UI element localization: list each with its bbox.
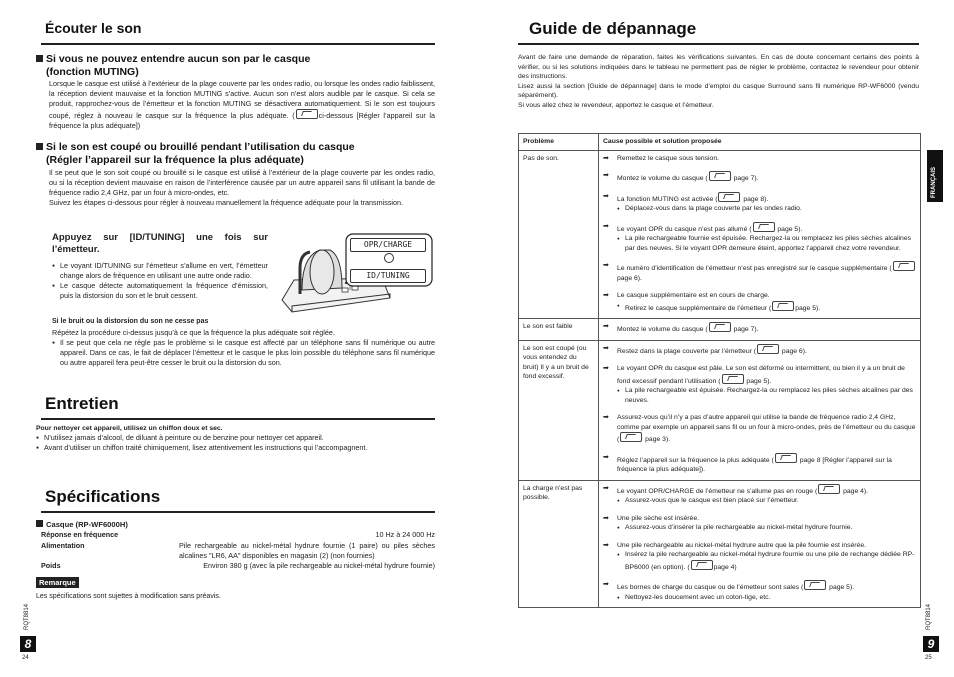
language-side-tab: FRANÇAIS bbox=[927, 150, 943, 202]
solution-item: ➡ Montez le volume du casque ( page 7). bbox=[603, 322, 916, 335]
section-rule bbox=[41, 511, 435, 513]
square-bullet-icon bbox=[36, 55, 43, 62]
solution-item: ➡ Réglez l’appareil sur la fréquence la plus adéquate ( page 8 [Régler l’appareil sur la fréquence la plus adéquate]). bbox=[603, 453, 916, 475]
page-ref-icon bbox=[691, 560, 713, 570]
page-small-number: 25 bbox=[925, 655, 932, 661]
section-title-specs: Spécifications bbox=[45, 487, 161, 506]
page-ref-icon bbox=[818, 484, 840, 494]
list-item: ● Assurez-vous que le casque est bien placé sur l’émetteur. bbox=[617, 496, 916, 506]
noise-title: Si le bruit ou la distorsion du son ne cesse pas bbox=[52, 318, 209, 325]
page-ref-icon bbox=[804, 580, 826, 590]
noise-body: Répétez la procédure ci-dessus jusqu’à ce que la fréquence la plus adéquate soit réglée. bbox=[52, 328, 335, 337]
list-item: ● Avant d’utiliser un chiffon traité chimiquement, lisez attentivement les instructions qui l’accompagnent. bbox=[36, 443, 436, 453]
intro-text: Avant de faire une demande de réparation, faites les vérifications suivantes. En cas de doute concernant certains des points à vérifier, ou si les solutions indiquées dans le tableau ne permettent pas de régler le problème, contactez le revendeur pour obtenir des instructions. Lisez aussi la section [Guide de dépannage] dans le mode d’emploi du casque Surround sans fil numérique RP-WF6000 (vendu séparément). Si vous allez chez le revendeur, apportez le casque et l’émetteur. bbox=[518, 54, 919, 109]
maintenance-title: Pour nettoyer cet appareil, utilisez un chiffon doux et sec. bbox=[36, 425, 223, 432]
page-ref-icon bbox=[620, 432, 642, 442]
solution-item: ➡ Une pile rechargeable au nickel-métal hydrure autre que la pile fournie est insérée. ● Insérez la pile rechargeable au nickel-métal hydrure fournie ou une pile de rechange dédiée RP-BP6000 (en option). ( page 4) bbox=[603, 541, 916, 573]
page-ref-icon bbox=[718, 192, 740, 202]
section-rule bbox=[518, 43, 919, 45]
page-ref-icon bbox=[757, 344, 779, 354]
step-title: Appuyez sur [ID/TUNING] une fois sur l’émetteur. bbox=[52, 232, 268, 255]
table-header: Problème Cause possible et solution proposée bbox=[519, 134, 920, 150]
page-ref-icon bbox=[753, 222, 775, 232]
step-bullets bbox=[52, 261, 268, 301]
page-number: 8 bbox=[20, 636, 36, 652]
solution-item: ➡ Remettez le casque sous tension. bbox=[603, 154, 916, 164]
page-ref-icon bbox=[709, 171, 731, 181]
q1-title: Si vous ne pouvez entendre aucun son par le casque (fonction MUTING) bbox=[36, 53, 436, 79]
solution-item: ➡ Le voyant OPR du casque est pâle. Le son est déformé ou intermittent, ou bien il y a un bruit de fond excessif pendant l’utilisation ( page 5). ● La pile rechargeable est épuisée. Rechargez-la ou remplacez les piles sèches alcalines par des neuves. bbox=[603, 364, 916, 405]
page-ref-icon bbox=[775, 453, 797, 463]
table-row: Pas de son. ➡ Remettez le casque sous tension. ➡ Montez le volume du casque ( page 7). ➡ La fonction MUTING est activée ( page 8). ● Déplacez-vous dans la plage couverte par les ondes radio. ➡ Le voyant OPR du casque n’est pas allumé ( page 5). ● La pile rechargeable fournie est épuisée. Rechargez-la ou remplacez les piles sèches alcalines par des neuves. Si le voyant OPR demeure éteint, apportez l’appareil chez votre revendeur. ➡ Le numéro d’identification de l’émetteur n’est pas enregistré sur le casque supplémentaire ( page 6). ➡ Le casque supplémentaire est en cours de charge. ● Retirez le casque supplémentaire de l’émetteur ( page 5). bbox=[519, 150, 920, 319]
list-item: ● Assurez-vous d’insérer la pile rechargeable au nickel-métal hydrure fournie. bbox=[617, 523, 916, 533]
q2-body: Il se peut que le son soit coupé ou brouillé si le casque est utilisé à l’extérieur de la plage couverte par les ondes radio, ou si la réception devient mauvaise en raison de l’interférence causée par un autre appareil sans fil utilisant la bande de fréquence radio 2,4 GHz, par un four à micro-ondes, etc. Suivez les étapes ci-dessous pour régler à nouveau manuellement la fréquence adéquate pour la transmission. bbox=[49, 168, 435, 207]
page-ref-icon bbox=[722, 374, 744, 384]
doc-code: RQT8814 bbox=[24, 603, 30, 630]
square-bullet-icon bbox=[36, 143, 43, 150]
list-item: ● Retirez le casque supplémentaire de l’émetteur ( page 5). bbox=[617, 301, 916, 314]
remark-text: Les spécifications sont sujettes à modification sans préavis. bbox=[36, 593, 221, 600]
list-item: ● Insérez la pile rechargeable au nickel-métal hydrure fournie ou une pile de rechange dédiée RP-BP6000 (en option). ( page 4) bbox=[617, 550, 916, 572]
page-small-number: 24 bbox=[22, 655, 29, 661]
section-title-maintenance: Entretien bbox=[45, 394, 119, 413]
list-item: ● Le casque détecte automatiquement la fréquence d’émission, puis la distorsion du son et le bruit cessent. bbox=[52, 281, 268, 301]
indicator-led-icon bbox=[384, 253, 394, 263]
square-bullet-icon bbox=[36, 520, 43, 527]
solution-item: ➡ La fonction MUTING est activée ( page 8). ● Déplacez-vous dans la plage couverte par les ondes radio. bbox=[603, 192, 916, 214]
solution-item: ➡ Montez le volume du casque ( page 7). bbox=[603, 171, 916, 184]
page-title: Guide de dépannage bbox=[529, 19, 697, 38]
troubleshooting-table bbox=[518, 133, 921, 608]
page-ref-icon bbox=[709, 322, 731, 332]
list-item: ● N’utilisez jamais d’alcool, de diluant à peinture ou de benzine pour nettoyer cet appareil. bbox=[36, 433, 436, 443]
remark-label: Remarque bbox=[36, 577, 79, 588]
list-item: ● La pile rechargeable fournie est épuisée. Rechargez-la ou remplacez les piles sèches alcalines par des neuves. Si le voyant OPR demeure éteint, apportez l’appareil chez votre revendeur. bbox=[617, 234, 916, 253]
spec-row: Poids Environ 380 g (avec la pile rechargeable au nickel-métal hydrure fournie) bbox=[41, 561, 435, 570]
noise-bullets bbox=[52, 338, 435, 368]
list-item: ● Déplacez-vous dans la plage couverte par les ondes radio. bbox=[617, 204, 916, 214]
list-item: ● Il se peut que cela ne règle pas le problème si le casque est affecté par un téléphone sans fil numérique ou autre appareil. Dans ce cas, le fait de déplacer l’émetteur et le casque le plus loin possible du téléphone sans fil numérique ou autre appareil fera peut-être cesser le bruit ou la distorsion du son. bbox=[52, 338, 435, 368]
doc-code: RQT8814 bbox=[926, 603, 932, 630]
spec-row: Alimentation Pile rechargeable au nickel-métal hydrure fournie (1 paire) ou piles sèches alcalines "LR6, AA" disponibles en magasin (2) (non fournies) bbox=[41, 541, 435, 560]
solution-item: ➡ Le voyant OPR du casque n’est pas allumé ( page 5). ● La pile rechargeable fournie est épuisée. Rechargez-la ou remplacez les piles sèches alcalines par des neuves. Si le voyant OPR demeure éteint, apportez l’appareil chez votre revendeur. bbox=[603, 222, 916, 254]
spec-head: Casque (RP-WF6000H) bbox=[36, 520, 128, 529]
id-tuning-button[interactable]: ID/TUNING bbox=[350, 269, 426, 283]
page-ref-icon bbox=[893, 261, 915, 271]
table-row: Le son est coupé (ou vous entendez du bruit) Il y a un bruit de fond excessif. ➡ Restez dans la plage couverte par l’émetteur ( page 6). ➡ Le voyant OPR du casque est pâle. Le son est déformé ou intermittent, ou bien il y a un bruit de fond excessif pendant l’utilisation ( page 5). ● La pile rechargeable est épuisée. Rechargez-la ou remplacez les piles sèches alcalines par des neuves. ➡ Assurez-vous qu’il n’y a pas d’autre appareil qui utilise la bande de fréquence radio 2,4 GHz, comme par exemple un appareil sans fil ou un four à micro-ondes, près de l’émetteur ou du casque ( page 3). ➡ Réglez l’appareil sur la fréquence la plus adéquate ( page 8 [Régler l’appareil sur la fréquence la plus adéquate]). bbox=[519, 340, 920, 480]
list-item: ● Nettoyez-les doucement avec un coton-tige, etc. bbox=[617, 593, 916, 603]
table-row: La charge n’est pas possible. ➡ Le voyant OPR/CHARGE de l’émetteur ne s’allume pas en rouge ( page 4). ● Assurez-vous que le casque est bien placé sur l’émetteur. ➡ Une pile sèche est insérée. ● Assurez-vous d’insérer la pile rechargeable au nickel-métal hydrure fournie. ➡ Une pile rechargeable au nickel-métal hydrure autre que la pile fournie est insérée. ● Insérez la pile rechargeable au nickel-métal hydrure fournie ou une pile de rechange dédiée RP-BP6000 (en option). ( page 4) ➡ Les bornes de charge du casque ou de l’émetteur sont sales ( page 5). ● Nettoyez-les doucement avec un coton-tige, etc. bbox=[519, 480, 920, 608]
q1-body: Lorsque le casque est utilisé à l’extérieur de la plage couverte par les ondes radio, ou lorsque les ondes radio faiblissent, la réception devient mauvaise et la fonction MUTING s’active. Aucun son n’est alors audible par le casque. Si cela se produit, rapprochez-vous de l’émetteur et la fonction MUTING se désactivera automatiquement. Si le son est toujours coupé, réglez à nouveau le casque sur la fréquence la plus adéquate. ( ci-dessous [Régler l’appareil sur la fréquence la plus adéquate]) bbox=[49, 79, 435, 130]
solution-item: ➡ Les bornes de charge du casque ou de l’émetteur sont sales ( page 5). ● Nettoyez-les doucement avec un coton-tige, etc. bbox=[603, 580, 916, 602]
opr-charge-button[interactable]: OPR/CHARGE bbox=[350, 238, 426, 252]
table-row: Le son est faible ➡ Montez le volume du casque ( page 7). bbox=[519, 318, 920, 340]
solution-item: ➡ Une pile sèche est insérée. ● Assurez-vous d’insérer la pile rechargeable au nickel-métal hydrure fournie. bbox=[603, 514, 916, 533]
spec-row: Réponse en fréquence 10 Hz à 24 000 Hz bbox=[41, 530, 435, 539]
section-rule bbox=[41, 418, 435, 420]
list-item: ● La pile rechargeable est épuisée. Rechargez-la ou remplacez les piles sèches alcalines par des neuves. bbox=[617, 386, 916, 405]
solution-item: ➡ Assurez-vous qu’il n’y a pas d’autre appareil qui utilise la bande de fréquence radio 2,4 GHz, comme par exemple un appareil sans fil ou un four à micro-ondes, près de l’émetteur ou du casque ( page 3). bbox=[603, 413, 916, 445]
page-number: 9 bbox=[923, 636, 939, 652]
section-rule bbox=[41, 43, 435, 45]
maintenance-bullets bbox=[36, 433, 436, 453]
page-ref-icon bbox=[772, 301, 794, 311]
section-title-listen: Écouter le son bbox=[45, 20, 142, 36]
list-item: ● Le voyant ID/TUNING sur l’émetteur s’allume en vert, l’émetteur change alors de fréquence en utilisant une autre onde radio. bbox=[52, 261, 268, 281]
solution-item: ➡ Le casque supplémentaire est en cours de charge. ● Retirez le casque supplémentaire de l’émetteur ( page 5). bbox=[603, 291, 916, 313]
solution-item: ➡ Le voyant OPR/CHARGE de l’émetteur ne s’allume pas en rouge ( page 4). ● Assurez-vous que le casque est bien placé sur l’émetteur. bbox=[603, 484, 916, 506]
page-ref-icon bbox=[296, 109, 318, 119]
q2-title: Si le son est coupé ou brouillé pendant l’utilisation du casque (Régler l’appareil sur la fréquence la plus adéquate) bbox=[36, 141, 436, 167]
solution-item: ➡ Le numéro d’identification de l’émetteur n’est pas enregistré sur le casque supplémentaire ( page 6). bbox=[603, 261, 916, 283]
solution-item: ➡ Restez dans la plage couverte par l’émetteur ( page 6). bbox=[603, 344, 916, 357]
